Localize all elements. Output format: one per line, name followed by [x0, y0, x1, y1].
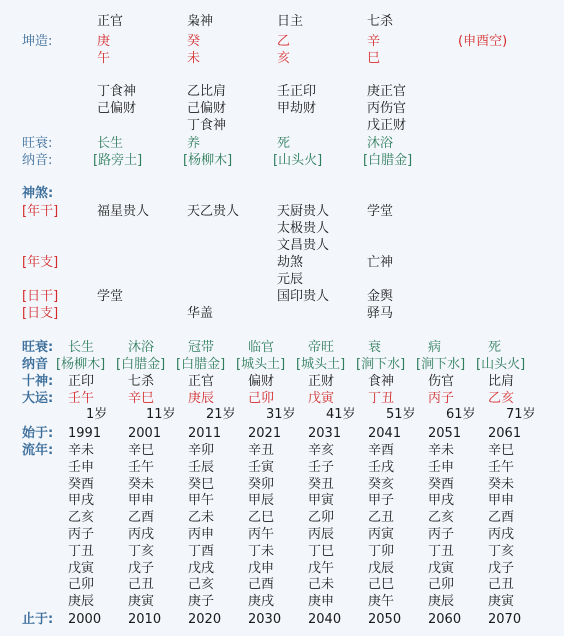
pillar-zhi: 未 — [187, 51, 201, 66]
nayin-item: [山头火] — [273, 153, 323, 168]
pillar-shishen: 七杀 — [367, 14, 394, 29]
liunian-item: 辛未 — [68, 443, 95, 458]
end-year: 2020 — [188, 612, 222, 627]
canggan-item: 戊正财 — [367, 118, 407, 133]
liunian-item: 甲子 — [368, 493, 395, 509]
dayun-wangshuai: 衰 — [368, 340, 382, 355]
liunian-item: 丙子 — [68, 527, 95, 542]
liunian-item: 壬午 — [488, 459, 515, 475]
wangshuai-label: 旺衰: — [22, 136, 53, 151]
dayun-age: 41岁 — [326, 407, 356, 422]
shensha-item: 华盖 — [187, 306, 214, 321]
liunian-item: 丁巳 — [308, 543, 335, 559]
liunian-item: 壬午 — [128, 459, 155, 475]
start-year: 2051 — [428, 426, 462, 441]
liunian-item: 癸酉 — [68, 476, 95, 492]
start-year: 2001 — [128, 426, 162, 441]
end-year: 2030 — [248, 612, 282, 627]
liunian-item: 丙戌 — [128, 527, 155, 542]
liunian-item: 辛卯 — [188, 443, 215, 458]
liunian-item: 己卯 — [428, 577, 455, 593]
dayun-shishen: 偏财 — [248, 374, 275, 389]
liunian-item: 丙辰 — [308, 527, 335, 542]
liunian-item: 乙酉 — [128, 510, 155, 526]
liunian-item: 乙丑 — [368, 510, 395, 526]
end-year: 2060 — [428, 612, 462, 627]
liunian-item: 庚子 — [188, 594, 215, 610]
dayun-age: 11岁 — [146, 407, 176, 422]
liunian-item: 丁卯 — [368, 543, 395, 559]
dayun-wangshuai: 沐浴 — [128, 340, 155, 355]
shensha-row-label: [日干] — [22, 289, 59, 304]
pillar-shishen: 枭神 — [187, 14, 214, 29]
dayun-wangshuai: 死 — [488, 340, 502, 355]
shensha-item: 劫煞 — [277, 255, 304, 270]
wangshuai-item: 长生 — [97, 136, 124, 151]
nayin-item: [杨柳木] — [183, 153, 233, 168]
dayun-age: 31岁 — [266, 407, 296, 422]
liunian-item: 己卯 — [68, 577, 95, 593]
shensha-item: 文昌贵人 — [277, 238, 330, 253]
dayun-shishen-label: 十神: — [22, 374, 54, 389]
dayun-age: 71岁 — [506, 407, 536, 422]
start-year: 2031 — [308, 426, 342, 441]
liunian-item: 癸丑 — [308, 476, 335, 492]
shensha-title: 神煞: — [22, 186, 54, 201]
dayun-nayin: [杨柳木] — [56, 357, 106, 372]
dayun-nayin: [山头火] — [476, 357, 526, 372]
canggan-item: 丙伤官 — [367, 101, 407, 116]
liunian-item: 庚辰 — [68, 594, 95, 610]
nayin-item: [路旁土] — [93, 153, 143, 168]
end-year: 2040 — [308, 612, 342, 627]
shensha-item: 元辰 — [277, 272, 304, 287]
pillar-zhi: 午 — [97, 51, 111, 66]
dayun-nayin-label: 纳音 — [22, 357, 49, 372]
liunian-item: 丙子 — [428, 527, 455, 542]
end-year: 2000 — [68, 612, 102, 627]
canggan-item: 丁食神 — [97, 84, 137, 99]
liunian-item: 戊寅 — [68, 560, 95, 576]
pillar-gan: 庚 — [97, 34, 111, 49]
dayun-shishen: 正印 — [68, 374, 95, 389]
dayun-age: 61岁 — [446, 407, 476, 422]
dayun-shishen: 比肩 — [488, 374, 515, 389]
shensha-item: 天乙贵人 — [187, 204, 240, 219]
dayun-nayin: [涧下水] — [416, 357, 466, 372]
liunian-item: 己巳 — [368, 577, 395, 593]
canggan-item: 乙比肩 — [187, 84, 227, 99]
liunian-item: 庚寅 — [488, 594, 515, 610]
start-year: 2041 — [368, 426, 402, 441]
pillar-gan: 乙 — [277, 34, 291, 49]
canggan-item: 己偏财 — [187, 101, 227, 116]
liunian-item: 癸亥 — [368, 476, 395, 492]
canggan-item: 丁食神 — [187, 118, 227, 133]
dayun-ganzhi: 庚辰 — [188, 391, 215, 406]
shensha-item: 金舆 — [367, 289, 394, 304]
liunian-item: 己未 — [308, 577, 335, 593]
shensha-item: 亡神 — [367, 255, 394, 270]
liunian-item: 癸酉 — [428, 476, 455, 492]
nayin-label: 纳音: — [22, 153, 53, 168]
kongwang: (申酉空) — [458, 34, 508, 49]
shensha-item: 学堂 — [367, 204, 394, 219]
pillar-zhi: 亥 — [277, 51, 291, 66]
liunian-item: 戊子 — [488, 560, 515, 576]
dayun-shishen: 正财 — [308, 374, 335, 389]
dayun-wangshuai: 长生 — [68, 340, 95, 355]
liunian-item: 甲戌 — [428, 493, 455, 509]
wangshuai-item: 养 — [187, 136, 201, 151]
shensha-item: 太极贵人 — [277, 221, 330, 236]
end-label: 止于: — [22, 612, 54, 627]
dayun-shishen: 七杀 — [128, 374, 155, 389]
shensha-item: 福星贵人 — [97, 204, 150, 219]
liunian-item: 甲申 — [488, 493, 515, 509]
canggan-item: 壬正印 — [277, 84, 317, 99]
shensha-item: 天厨贵人 — [277, 204, 330, 219]
start-year: 2061 — [488, 426, 522, 441]
pillar-shishen: 日主 — [277, 14, 304, 29]
liunian-item: 甲申 — [128, 493, 155, 509]
liunian-item: 丁酉 — [188, 543, 215, 559]
pillar-zhi: 巳 — [367, 51, 381, 66]
nayin-item: [白腊金] — [363, 153, 413, 168]
liunian-item: 辛酉 — [368, 443, 395, 458]
liunian-item: 丙寅 — [368, 527, 395, 542]
liunian-item: 乙卯 — [308, 510, 335, 526]
dayun-wangshuai: 冠带 — [188, 340, 215, 355]
liunian-item: 癸卯 — [248, 476, 275, 492]
dayun-age: 51岁 — [386, 407, 416, 422]
pillar-gan: 癸 — [187, 34, 201, 49]
dayun-wangshuai: 帝旺 — [308, 340, 335, 355]
canggan-item: 庚正官 — [367, 84, 407, 99]
start-label: 始于: — [22, 426, 54, 441]
liunian-item: 戊戌 — [188, 560, 215, 576]
start-year: 1991 — [68, 426, 102, 441]
dayun-nayin: [白腊金] — [176, 357, 226, 372]
pillar-gan: 辛 — [367, 34, 381, 49]
liunian-item: 庚戌 — [248, 594, 275, 610]
liunian-item: 丙午 — [248, 527, 275, 542]
liunian-item: 壬辰 — [188, 459, 215, 475]
dayun-wangshuai: 病 — [428, 340, 442, 355]
dayun-ganzhi: 丁丑 — [368, 391, 395, 406]
dayun-nayin: [涧下水] — [356, 357, 406, 372]
shensha-row-label: [日支] — [22, 306, 59, 321]
dayun-ganzhi: 己卯 — [248, 391, 275, 406]
liunian-item: 己丑 — [488, 577, 515, 593]
liunian-item: 辛巳 — [488, 443, 515, 458]
end-year: 2010 — [128, 612, 162, 627]
liunian-item: 己酉 — [248, 577, 275, 593]
liunian-item: 庚申 — [308, 594, 335, 610]
liunian-item: 乙亥 — [68, 510, 95, 526]
liunian-item: 辛亥 — [308, 443, 335, 458]
liunian-item: 庚辰 — [428, 594, 455, 610]
dayun-wangshuai: 临官 — [248, 340, 275, 355]
liunian-item: 戊辰 — [368, 560, 395, 576]
liunian-item: 丁亥 — [128, 543, 155, 559]
liunian-item: 壬戌 — [368, 459, 395, 475]
shensha-item: 学堂 — [97, 289, 124, 304]
liunian-item: 戊寅 — [428, 560, 455, 576]
liunian-item: 丙戌 — [488, 527, 515, 542]
liunian-item: 庚寅 — [128, 594, 155, 610]
start-year: 2011 — [188, 426, 222, 441]
liunian-item: 辛丑 — [248, 443, 275, 458]
liunian-item: 壬寅 — [248, 459, 275, 475]
liunian-item: 己丑 — [128, 577, 155, 593]
dayun-ganzhi: 戊寅 — [308, 391, 335, 406]
dayun-ganzhi: 壬午 — [68, 391, 95, 406]
liunian-item: 辛未 — [428, 443, 455, 458]
liunian-item: 乙酉 — [488, 510, 515, 526]
canggan-item: 甲劫财 — [277, 101, 317, 116]
liunian-item: 壬申 — [68, 459, 95, 475]
dayun-shishen: 伤官 — [428, 374, 455, 389]
dayun-nayin: [白腊金] — [116, 357, 166, 372]
dayun-nayin: [城头土] — [236, 357, 286, 372]
end-year: 2070 — [488, 612, 522, 627]
shensha-row-label: [年支] — [22, 255, 59, 270]
liunian-item: 癸未 — [488, 476, 515, 492]
dayun-label: 大运: — [22, 391, 54, 406]
liunian-item: 丁丑 — [428, 543, 455, 559]
end-year: 2050 — [368, 612, 402, 627]
liunian-item: 甲寅 — [308, 493, 335, 509]
liunian-label: 流年: — [22, 443, 54, 458]
dayun-age: 21岁 — [206, 407, 236, 422]
shensha-item: 国印贵人 — [277, 289, 330, 304]
liunian-item: 丁丑 — [68, 543, 95, 559]
shensha-row-label: [年干] — [22, 204, 59, 219]
start-year: 2021 — [248, 426, 282, 441]
liunian-item: 戊子 — [128, 560, 155, 576]
liunian-item: 辛巳 — [128, 443, 155, 458]
liunian-item: 己亥 — [188, 577, 215, 593]
wangshuai-item: 沐浴 — [367, 136, 394, 151]
liunian-item: 丁未 — [248, 543, 275, 559]
dayun-age: 1岁 — [86, 407, 108, 422]
dayun-shishen: 正官 — [188, 374, 215, 389]
canggan-item: 己偏财 — [97, 101, 137, 116]
dayun-ganzhi: 丙子 — [428, 391, 455, 406]
liunian-item: 甲午 — [188, 493, 215, 509]
dayun-nayin: [城头土] — [296, 357, 346, 372]
pillar-shishen: 正官 — [97, 14, 124, 29]
liunian-item: 甲戌 — [68, 493, 95, 509]
liunian-item: 戊午 — [308, 560, 335, 576]
dayun-ganzhi: 辛巳 — [128, 391, 155, 406]
liunian-item: 戊申 — [248, 560, 275, 576]
gender-label: 坤造: — [22, 34, 53, 49]
liunian-item: 乙未 — [188, 510, 215, 526]
liunian-item: 乙亥 — [428, 510, 455, 526]
dayun-wangshuai-label: 旺衰: — [22, 340, 54, 355]
liunian-item: 壬子 — [308, 459, 335, 475]
liunian-item: 癸巳 — [188, 476, 215, 492]
wangshuai-item: 死 — [277, 136, 291, 151]
liunian-item: 丁亥 — [488, 543, 515, 559]
liunian-item: 甲辰 — [248, 493, 275, 509]
liunian-item: 癸未 — [128, 476, 155, 492]
liunian-item: 壬申 — [428, 459, 455, 475]
dayun-shishen: 食神 — [368, 374, 395, 389]
dayun-ganzhi: 乙亥 — [488, 391, 515, 406]
liunian-item: 庚午 — [368, 594, 395, 610]
liunian-item: 乙巳 — [248, 510, 275, 526]
liunian-item: 丙申 — [188, 527, 215, 542]
shensha-item: 驿马 — [367, 306, 394, 321]
